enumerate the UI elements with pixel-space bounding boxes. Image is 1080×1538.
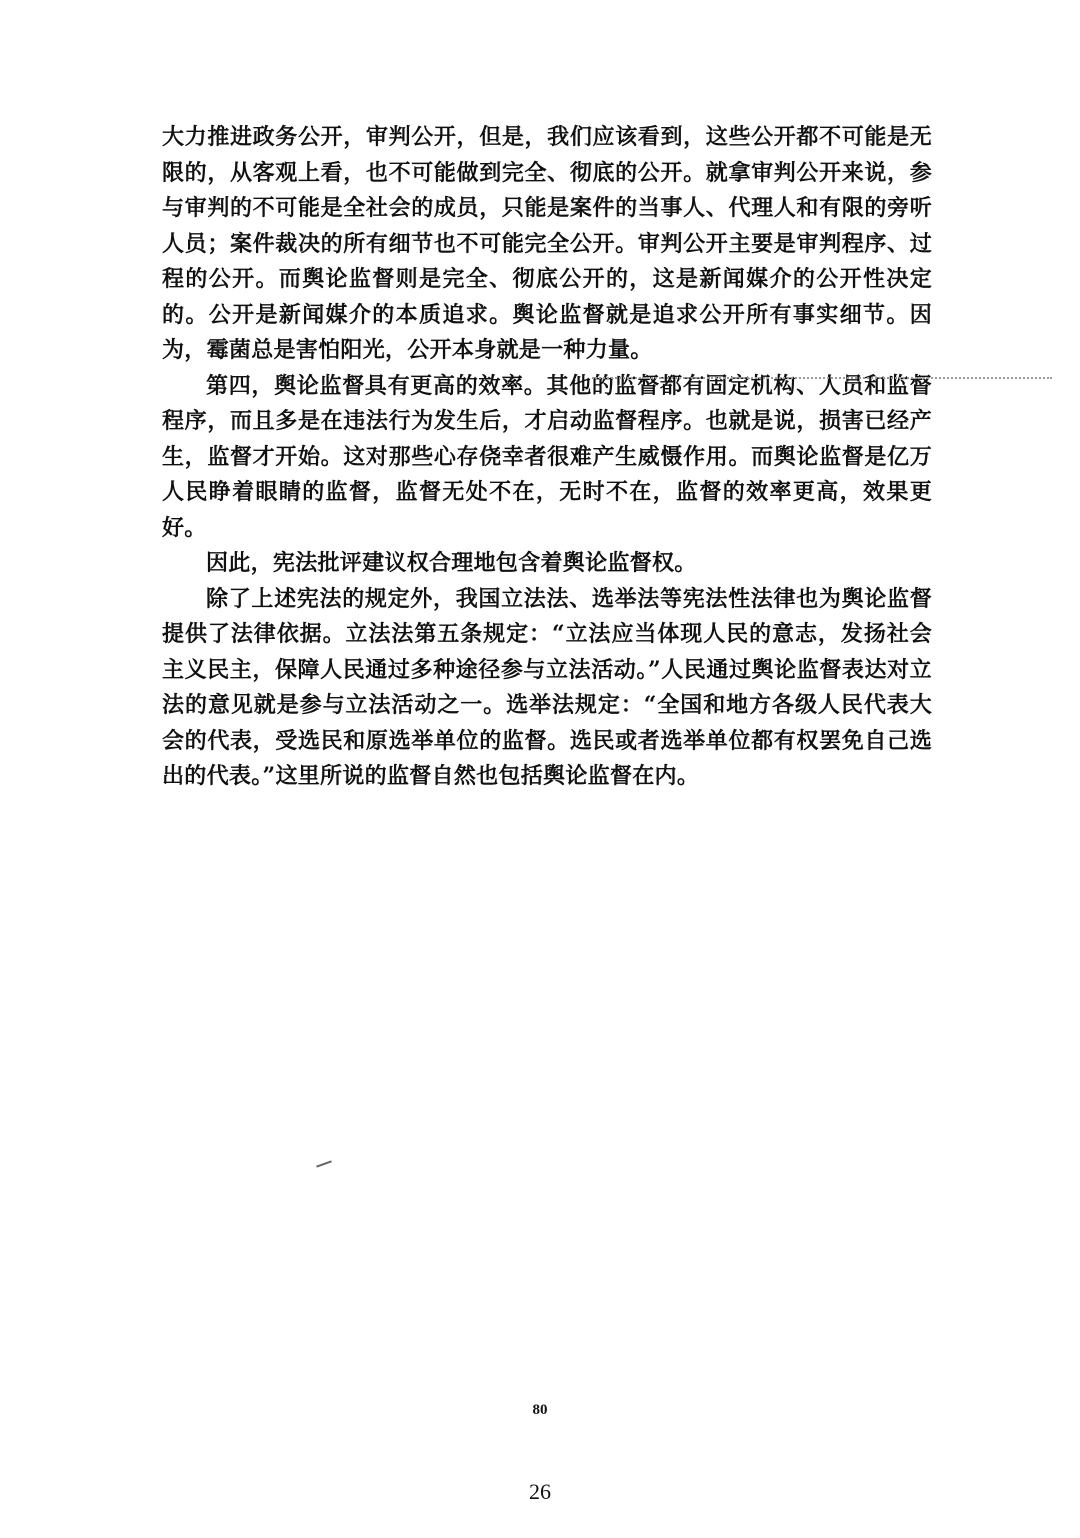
- printed-page-number: 80: [532, 1402, 548, 1418]
- scan-artifact-mark: [316, 1160, 332, 1167]
- paragraph-2: 第四，舆论监督具有更高的效率。其他的监督都有固定机构、人员和监督程序，而且多是在违法行为发生后，才启动监督程序。也就是说，损害已经产生，监督才开始。这对那些心存侥幸者很难产生威慑作用。而舆论监督是亿万人民睁着眼睛的监督，监督无处不在，无时不在，监督的效率更高，效果更好。: [162, 372, 932, 541]
- body-text: [162, 120, 932, 795]
- sheet-page-number: 26: [529, 1479, 551, 1504]
- scan-artifact-dots: [592, 377, 1052, 382]
- paragraph-1: 大力推进政务公开，审判公开，但是，我们应该看到，这些公开都不可能是无限的，从客观上看，也不可能做到完全、彻底的公开。就拿审判公开来说，参与审判的不可能是全社会的成员，只能是案件的当事人、代理人和有限的旁听人员；案件裁决的所有细节也不可能完全公开。审判公开主要是审判程序、过程的公开。而舆论监督则是完全、彻底公开的，这是新闻媒介的公开性决定的。公开是新闻媒介的本质追求。舆论监督就是追求公开所有事实细节。因为，霉菌总是害怕阳光，公开本身就是一种力量。: [162, 124, 932, 363]
- paragraph-3: 因此，宪法批评建议权合理地包含着舆论监督权。: [206, 550, 697, 576]
- paragraph-4: 除了上述宪法的规定外，我国立法法、选举法等宪法性法律也为舆论监督提供了法律依据。立法法第五条规定：“立法应当体现人民的意志，发扬社会主义民主，保障人民通过多种途径参与立法活动。”人民通过舆论监督表达对立法的意见就是参与立法活动之一。选举法规定：“全国和地方各级人民代表大会的代表，受选民和原选举单位的监督。选民或者选举单位都有权罢免自己选出的代表。”这里所说的监督自然也包括舆论监督在内。: [162, 585, 932, 789]
